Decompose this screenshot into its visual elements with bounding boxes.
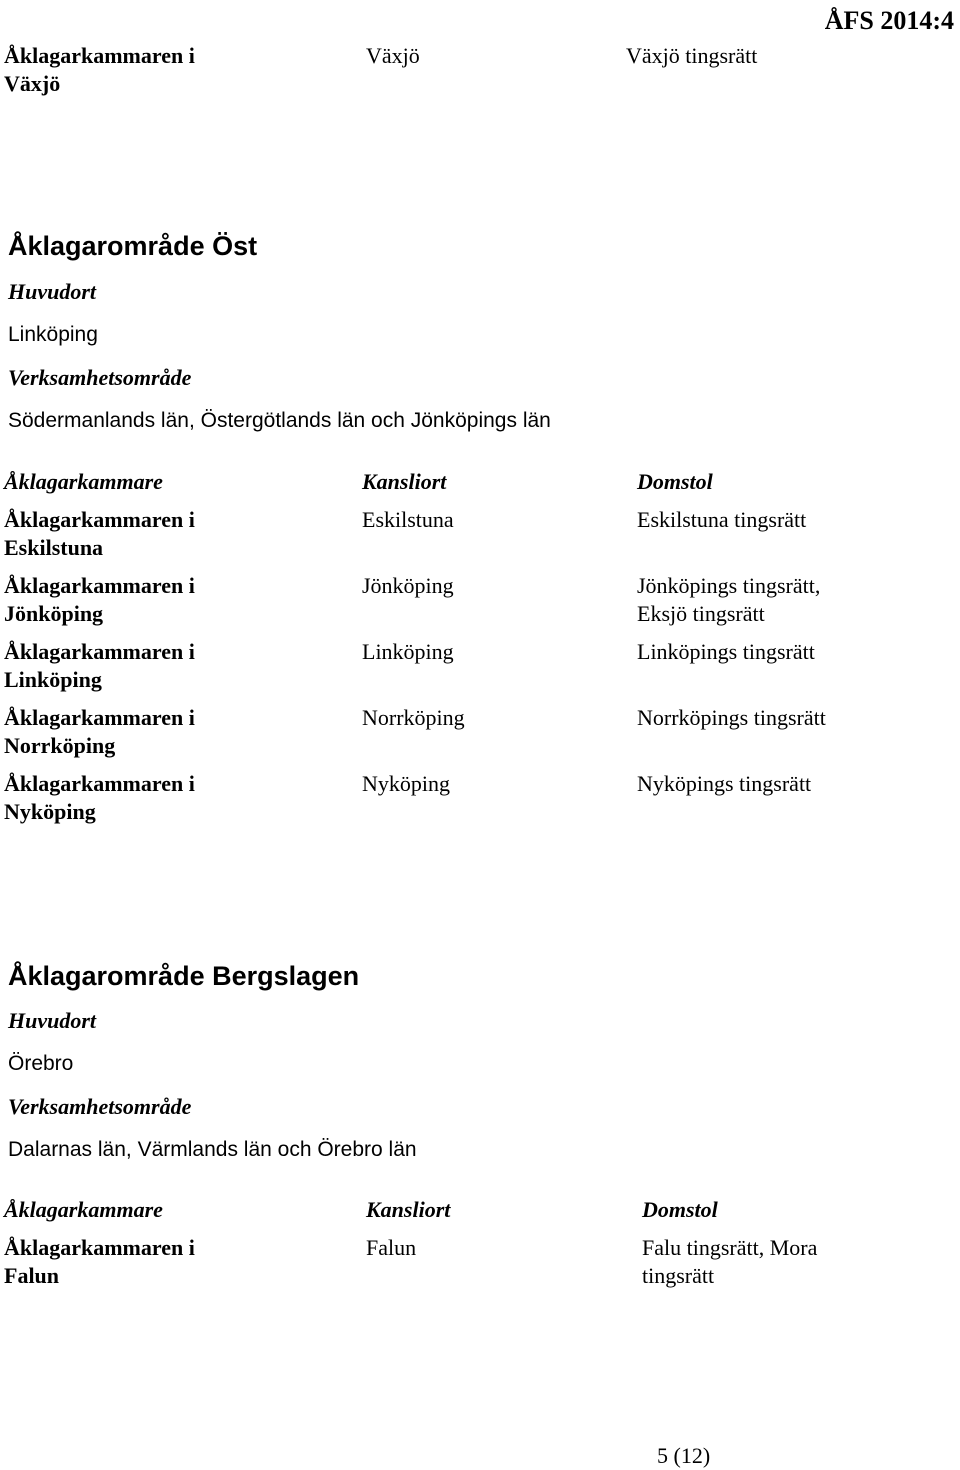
column-header: Åklagarkammare bbox=[4, 1197, 163, 1222]
column-header: Kansliort bbox=[366, 1197, 451, 1222]
carry-row-domstol: Växjö tingsrätt bbox=[626, 43, 758, 68]
table-cell-domstol: Nyköpings tingsrätt bbox=[637, 771, 812, 796]
verksamhet-label: Verksamhetsområde bbox=[8, 365, 192, 390]
verksamhet-label: Verksamhetsområde bbox=[8, 1094, 192, 1119]
page-number bbox=[0, 1442, 960, 1470]
table-cell-kammare: Åklagarkammaren i Nyköping bbox=[4, 771, 195, 824]
table-cell-domstol: Jönköpings tingsrätt, Eksjö tingsrätt bbox=[637, 573, 821, 626]
table-cell-kansliort: Nyköping bbox=[362, 771, 450, 796]
section-title-bergslagen: Åklagarområde Bergslagen bbox=[8, 961, 360, 991]
column-header: Kansliort bbox=[362, 469, 447, 494]
huvudort-label: Huvudort bbox=[8, 279, 97, 304]
huvudort-label: Huvudort bbox=[8, 1008, 97, 1033]
huvudort-value: Örebro bbox=[8, 1052, 74, 1075]
document-id: ÅFS 2014:4 bbox=[824, 6, 954, 35]
table-cell-kammare: Åklagarkammaren i Norrköping bbox=[4, 705, 195, 758]
column-header: Åklagarkammare bbox=[4, 469, 163, 494]
huvudort-value: Linköping bbox=[8, 323, 98, 346]
page-number-text: 5 (12) bbox=[657, 1443, 711, 1468]
verksamhet-value: Södermanlands län, Östergötlands län och Jönköpings län bbox=[8, 409, 551, 432]
verksamhet-value: Dalarnas län, Värmlands län och Örebro län bbox=[8, 1138, 417, 1161]
table-cell-kansliort: Falun bbox=[366, 1235, 417, 1260]
section-title-ost: Åklagarområde Öst bbox=[8, 231, 258, 261]
table-cell-kammare: Åklagarkammaren i Falun bbox=[4, 1235, 195, 1288]
table-cell-kansliort: Eskilstuna bbox=[362, 507, 454, 532]
table-cell-domstol: Norrköpings tingsrätt bbox=[637, 705, 826, 730]
table-cell-kammare: Åklagarkammaren i Jönköping bbox=[4, 573, 195, 626]
table-cell-kansliort: Norrköping bbox=[362, 705, 465, 730]
table-cell-kammare: Åklagarkammaren i Linköping bbox=[4, 639, 195, 692]
table-cell-kansliort: Jönköping bbox=[362, 573, 454, 598]
carry-row-kansliort: Växjö bbox=[366, 43, 420, 68]
carry-row-kammare: Åklagarkammaren i Växjö bbox=[4, 43, 195, 96]
column-header: Domstol bbox=[642, 1197, 718, 1222]
table-cell-kansliort: Linköping bbox=[362, 639, 454, 664]
table-cell-domstol: Linköpings tingsrätt bbox=[637, 639, 815, 664]
column-header: Domstol bbox=[637, 469, 713, 494]
table-cell-kammare: Åklagarkammaren i Eskilstuna bbox=[4, 507, 195, 560]
table-cell-domstol: Eskilstuna tingsrätt bbox=[637, 507, 807, 532]
table-cell-domstol: Falu tingsrätt, Mora tingsrätt bbox=[642, 1235, 818, 1288]
